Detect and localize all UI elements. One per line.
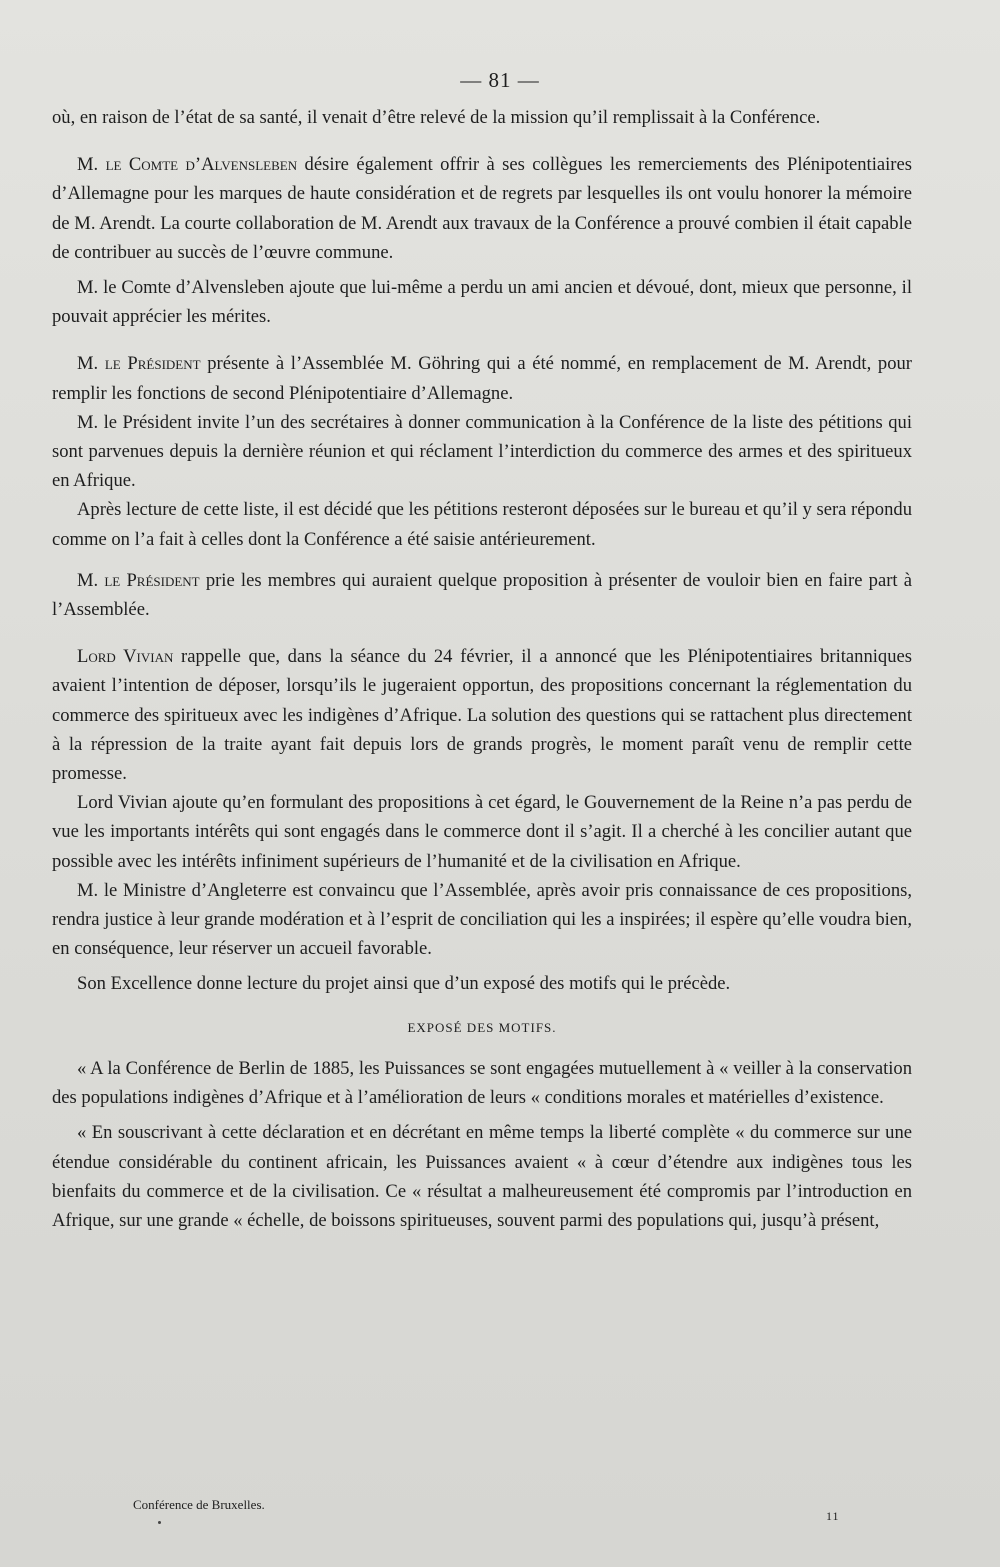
paragraph-8 [52,642,912,788]
speaker-name: Lord Vivian [77,646,174,668]
paragraph-10 [52,876,912,964]
page-number: — 81 — [460,68,540,92]
paragraph-text: où, en raison de l’état de sa santé, il venait d’être relevé de la mission qu’il remplissait à la Conférence. [52,107,821,128]
section-title: EXPOSÉ DES MOTIFS. [407,1019,557,1035]
paragraph-text: désire également offrir à ses collègues les remerciements des Plénipotentiaires d’Allemagne pour les marques de haute considération et de regrets par lesquelles ils ont voulu honorer la mémoire de M. Arendt. La courte collaboration de M. Arendt aux travaux de la Conférence a prouvé combien il était capable de contribuer au succès de l’œuvre commune. [52,154,912,263]
footer-title: Conférence de Bruxelles. [133,1497,265,1512]
paragraph-text: Après lecture de cette liste, il est décidé que les pétitions resteront déposées sur le bureau et qu’il y sera répondu comme on l’a fait à celles dont la Conférence a été saisie antérieurement. [52,499,912,550]
speaker-name: M. le Président [77,353,201,375]
speaker-name: M. le Comte d’Alvensleben [77,154,298,176]
paragraph-text: M. le Président invite l’un des secrétaires à donner communication à la Conférence de la liste des pétitions qui sont parvenues depuis la dernière réunion et qui réclament l’interdiction du commerce des armes et des spiritueux en Afrique. [52,411,912,492]
paragraph-text: Lord Vivian ajoute qu’en formulant des propositions à cet égard, le Gouvernement de la Reine n’a pas perdu de vue les importants intérêts qui sont engagés dans le commerce dont il s’agit. Il a cherché à les concilier autant que possible avec les intérêts infiniment supérieurs de l’humanité et de la civilisation en Afrique. [52,792,912,872]
paragraph-2 [52,150,912,267]
paragraph-5 [52,408,912,496]
paragraph-6 [52,495,912,553]
paragraph-3 [52,273,912,331]
paragraph-text: M. le Comte d’Alvensleben ajoute que lui-même a perdu un ami ancien et dévoué, dont, mieux que personne, il pouvait apprécier les mérites. [52,277,912,328]
paragraph-11 [52,969,912,998]
speaker-name: M. le Président [77,569,200,591]
quote-1 [52,1054,912,1112]
paragraph-text: présente à l’Assemblée M. Göhring qui a été nommé, en remplacement de M. Arendt, pour remplir les fonctions de second Plénipotentiaire d’Allemagne. [52,353,912,404]
body-text [52,103,912,1235]
paragraph-text: M. le Ministre d’Angleterre est convaincu que l’Assemblée, après avoir pris connaissance de ces propositions, rendra justice à leur grande modération et à l’esprit de conciliation qui les a inspirées; il espère qu’elle voudra bien, en conséquence, leur réserver un accueil favorable. [52,879,912,960]
paragraph-1 [52,103,912,132]
paragraph-7 [52,566,912,624]
paragraph-text: Son Excellence donne lecture du projet ainsi que d’un exposé des motifs qui le précède. [77,973,731,995]
paragraph-text: rappelle que, dans la séance du 24 février, il a annoncé que les Plénipotentiaires britanniques avaient l’intention de déposer, lorsqu’ils le jugeraient opportun, des propositions concernant la réglementation du commerce des spiritueux avec les indigènes d’Afrique. La solution des questions qui se rattachent plus directement à la répression de la traite ayant fait depuis lors de grands progrès, le moment paraît venu de remplir cette promesse. [52,646,912,785]
quote-text: « En souscrivant à cette déclaration et en décrétant en même temps la liberté complète « du commerce sur une étendue considérable du continent africain, les Puissances avaient « à cœur d’étendre aux indigènes tous les bienfaits du commerce et de la civilisation. Ce « résultat a malheureusement été compromis par l’introduction en Afrique, sur une grande « échelle, de boissons spiritueuses, souvent parmi des populations qui, jusqu’à présent, [52,1122,912,1231]
quote-text: « A la Conférence de Berlin de 1885, les Puissances se sont engagées mutuellement à « veiller à la conservation des populations indigènes d’Afrique et à l’amélioration de leurs « conditions morales et matérielles d’existence. [52,1057,912,1109]
paragraph-text: prie les membres qui auraient quelque proposition à présenter de vouloir bien en faire part à l’Assemblée. [52,569,913,621]
ink-dot [158,1521,161,1524]
signature-mark: 11 [826,1509,840,1523]
paragraph-4 [52,349,912,407]
quote-2 [52,1118,912,1235]
paragraph-9 [52,788,912,876]
